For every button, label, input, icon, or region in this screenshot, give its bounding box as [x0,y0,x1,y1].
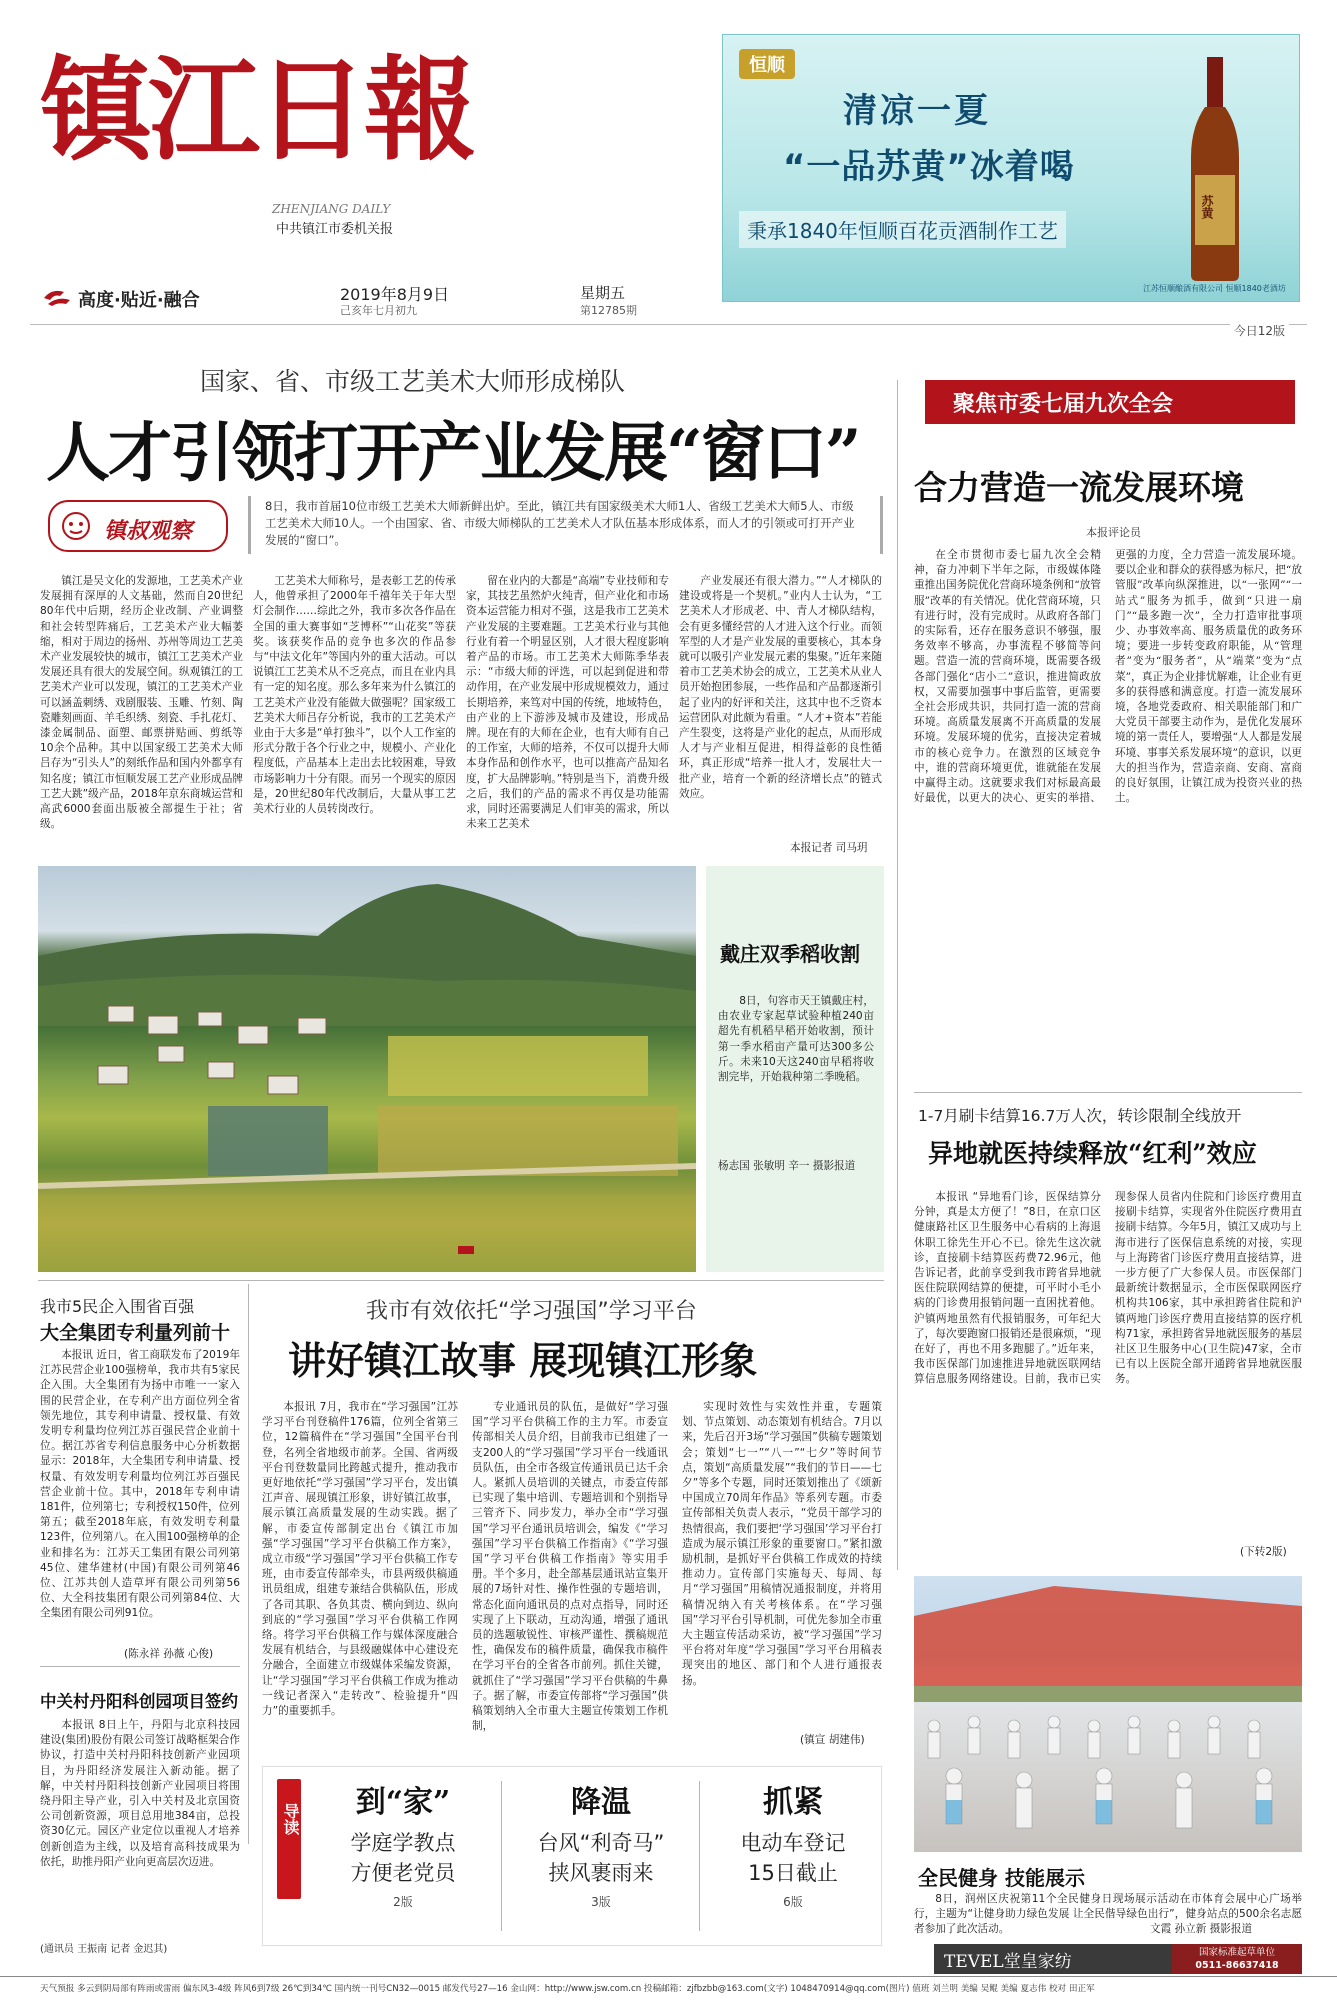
rice-title: 戴庄双季稻收割 [720,942,860,966]
rice-photo [38,866,696,1272]
fitness-title: 全民健身 技能展示 [918,1866,1085,1890]
guide-item-title: 抓紧 [763,1785,823,1820]
ad-bottle [1185,57,1245,283]
masthead-char: 報 [364,45,470,176]
study-kicker: 我市有效依托“学习强国”学习平台 [366,1299,697,1324]
medical-text-body: 本报讯 “异地看门诊，医保结算分分钟，真是太方便了！”8日，在京口区健康路社区卫生服务中心看病的上海退休职工徐先生开心不已。徐先生这次就诊，直接刷卡结算医药费72.96元，他告诉记者，此前享受到我市跨省异地就医住院联网结算的便捷，可平时小毛小病的门诊费用报销问题一直困扰着他。沪镇两地虽然有代报销服务，可年纪大了，每次要跑窗口报销还是很麻烦，“现在好了，再也不用多跑腿了。”近年来，我市医保部门加速推进异地就医联网结算信息服务网络建设。目前，我市已实现参保人员省内住院和门诊医疗费用直接刷卡结算，实现省外住院医疗费用直接刷卡结算。今年5月，镇江又成功与上海市进行了医保信息系统的对接，实现与上海跨省门诊医疗费用直接结算，进一步方便了广大参保人员。市医保部门最新统计数据显示，全市医保联网医疗机构共106家，其中承担跨省住院和沪镇两地门诊医疗费用直接结算的医疗机构71家，承担跨省异地就医服务的基层社区卫生服务中心(卫生院)47家，全市已有以上医院全部开通跨省异地就医服务。 [914,1191,1302,1386]
dacheng-text [40,1348,240,1724]
zgc-headline: 中关村丹阳科创园项目签约 [40,1692,238,1711]
lead-col-4 [679,574,882,836]
zgc-text [40,1718,240,1954]
lead-col-2-text: 工艺美术大师称号，是表彰工艺的传承人，他曾承担了2000年千禧年关于年大型灯会制作……综此之外，我市多次各作品在全国的重大赛事如“芝博杯”“山花奖”等获奖。该获奖作品的竞争也多次的作品参与“中法文化年”等国内外的重大活动。可以说镇江工艺美术从不乏亮点，而且在业内具有一定的知名度。那么多年来为什么镇江的工艺美术产业没有能做大做强呢？国家级工艺美术大师吕存分析说，我市的工艺美术产业由于大多是“单打独斗”，以个人工作室的形式分散于各个行业之中，规模小、产业化程度低，产品基本上走出去比较困难，导致市场影响力十分有限。而另一个现实的原因是，20世纪80年代改制后，大量从事工艺美术行业的人员转岗改行。 [253,575,456,816]
plenary-text-body: 在全市贯彻市委七届九次全会精神，奋力冲刺下半年之际，市级媒体隆重推出国务院优化营商环境条例和“放管服”改革的有关情况。优化营商环境，只有进行时，没有完成时。从政府各部门的实际看，还存在服务意识不够强，服务效率不够高，办事流程不够简等问题。营造一流的营商环境，既需要各级各部门强化“店小二”意识，推进简政放权，又需要加强事中事后监管，更需要全社会形成共识，共同打造一流的营商环境。高质量发展离不开高质量的发展环境。发展环境的优劣，直接决定着城市的核心竞争力。在激烈的区域竞争中，谁的营商环境更优，谁就能在发展中赢得主动。这就要求我们对标最高最好最优，以更大的决心、更实的举措、更强的力度，全力营造一流发展环境。要以企业和群众的获得感为标尺，把“放管服”改革向纵深推进，以“一张网”“一站式”服务为抓手，做到“只进一扇门”“最多跑一次”，全力打造审批事项少、办事效率高、服务质量优的政务环境；要进一步转变政府职能，从“管理者”变为“服务者”，从“端菜”变为“点菜”，真正为企业排忧解难，让企业有更多的获得感和满意度。打造一流发展环境，各地党委政府、相关职能部门和广大党员干部要主动作为，是优化发展环境的第一责任人，要增强“人人都是发展环境、事事关系发展环境”的意识，以更大的担当作为，营造亲商、安商、富商的良好氛围，让镇江成为投资兴业的热土。 [914,549,1302,805]
tai-chi-performers-image [914,1576,1302,1852]
study-col-2 [472,1400,668,1746]
masthead-rule [30,324,1307,325]
study-col-2-text: 专业通讯员的队伍，是做好“学习强国”学习平台供稿工作的主力军。市委宣传部相关人员介绍，目前我市已组建了一支200人的“学习强国”学习平台一线通讯员队伍，由全市各级宣传通讯员已达千余人。紧抓人员培训的关键点，市委宣传部已实现了集中培训、专题培训和个别指导三管齐下、同步发力，举办全市“学习强国”学习平台通讯员培训会，编发《“学习强国”学习平台供稿工作指南》《“学习强国”学习平台供稿工作指南》等实用手册。半个多月，赴全部基层通讯站宣集开展的7场针对性、操作性强的专题培训，常态化面向通讯员的点对点指导，同时还实现了上下联动，互动沟通，增强了通讯员的选题敏锐性、审核严谨性、撰稿规范性，确保发布的稿件质量，确保我市稿件在学习平台的全省各市前列。抓住关键，就抓住了“学习强国”学习平台供稿的牛鼻子。据了解，市委宣传部将“学习强国”供稿策划纳入全市重大主题宣传策划工作机制， [472,1401,668,1733]
study-col-3-text: 实现时效性与实效性并重，专题策划、节点策划、动态策划有机结合。7月以来，先后召开3场“学习强国”供稿专题策划会；策划“七一”“八一”“七夕”等时间节点，策划“高质量发展”“我们的节日——七夕”等多个专题，同时还策划推出了《颂新中国成立70周年作品》等系列专题。市委宣传部相关负责人表示，“党员干部学习的热情很高，我们要把‘学习强国’学习平台打造成为展示镇江形象的重要窗口。”紧扣激励机制，是抓好平台供稿工作成效的持续推动力。宣传部门实施每天、每周、每月“学习强国”用稿情况通报制度，并将用稿情况纳入有关考核体系。在“学习强国”学习平台引导机制，可优先参加全市重大主题宣传活动采访，被“学习强国”学习平台将对年度“学习强国”学习平台用稿表现突出的地区、部门和个人进行通报表扬。 [682,1401,882,1687]
issue-date: 2019年8月9日 [340,285,450,304]
rice-caption: 8日，句容市天王镇戴庄村，由农业专家起草试验种植240亩超先有机稻早稻开始收割，预计第一季水稻亩产量可达300多公斤。未来10天这240亩早稻将收割完毕，开始栽种第二季晚稻。 [718,995,874,1084]
ad-footnote: 江苏恒顺酿酒有限公司 恒顺1840老酒坊 [1143,284,1286,293]
guide-item-page: 2版 [393,1895,413,1909]
slogan: 高度·贴近·融合 [78,290,200,311]
lower-divider [38,1280,884,1281]
medical-text [914,1190,1302,1540]
uncle-avatar-icon [56,510,96,546]
rice-credit: 杨志国 张敏明 辛一 摄影报道 [718,1160,856,1172]
slogan-logo-icon [42,288,72,308]
column-badge-label: 镇叔观察 [104,519,193,544]
lead-col-4-text: 产业发展还有很大潜力。”“人才梯队的建设或将是一个契机。”业内人士认为，“工艺美术人才形成老、中、青人才梯队结构，会有更多懂经营的人才进入这个行业。而领军型的人才是产业发展的重要核心，其本身就可以吸引产业发展元素的集聚。”近年来随着市工艺美术协会的成立，工艺美术从业人员开始抱团参展，一些作品和产品都逐渐引起了业内的好评和关注，这其中也不乏资本运营团队对此颇为看重。“人才+资本”若能产生裂变，这将是产业化的起点，从而形成人才与产业相互促进，相得益彰的良性循环，真正形成“培养一批人才，发展壮大一批产业，培育一个新的经济增长点”的链式效应。 [679,575,882,800]
edition-count: 今日12版 [1230,322,1289,339]
guide-item-3[interactable] [709,1777,877,1937]
fitness-photo [914,1576,1302,1852]
dacheng-headline: 大全集团专利量列前十 [40,1322,231,1344]
fitness-credit: 文霞 孙立新 摄影报道 [1150,1923,1253,1935]
column-badge [48,500,228,552]
ad-strip-line1: 国家标准起草单位 [1198,1947,1275,1958]
zgc-byline: (通讯员 王振南 记者 金迟其) [40,1940,240,1955]
left-column-divider [248,1284,249,1844]
medical-divider [914,1092,1302,1093]
guide-item-page: 6版 [783,1895,803,1909]
home-textile-ad [934,1942,1302,1943]
medical-kicker: 1-7月刷卡结算16.7万人次，转诊限制全线放开 [918,1107,1242,1125]
lead-col-3-text: 留在业内的大都是“高端”专业技师和专家，其技艺虽然炉火纯青，但产业化和市场资本运营能力相对不强，这是我市工艺美术产业发展的主要难题。工艺美术行业与其他行业有着一个明显区别，人才很大程度影响着产品的市场。市工艺美术大师陈季华表示：“市级大师的评选，可以起到促进和带动作用，在产业发展中形成规模效力，通过长期培养，来笃对中国的传统，地域特色，由产业的上下游涉及城市及建设，形成品牌。现在有的大师在企业，也有大师有自己的工作室，大师的培养，不仅可以提升大师本身作品和创作水平，也可以推高产品知名度，扩大品牌影响。”特别是当下，消费升级之后，我们的产品的需求不再仅是功能需求，同时还需要满足人们审美的需求，所以未来工艺美术 [466,575,669,831]
zgc-divider [40,1666,240,1667]
guide-item-2[interactable] [511,1777,691,1937]
guide-item-line1: 台风“利奇马” [537,1831,665,1855]
ad-strip-brand: TEVEL堂皇家纺 [944,1951,1072,1972]
lead-byline: 本报记者 司马玥 [790,842,868,854]
lead-col-1-text: 镇江是吴文化的发源地，工艺美术产业发展拥有深厚的人文基础，然而自20世纪80年代中后期，经历企业改制、产业调整和社会转型阵痛后，工艺美术产业大幅萎缩，相对于周边的扬州、苏州等周边工艺美术产业发展较快的城市，镇江工艺美术产业发展还具有很大的发展空间。纵观镇江的工艺美术产业可以发现，镇江的工艺美术产业可以涵盖刺绣、戏剧服装、玉雕、竹刻、陶瓷雕刻画面、羊毛织绣、刻瓷、手扎花灯、漆金属制品、面塑、邮票拼贴画、剪纸等10余个品种。其中以国家级工艺美术大师吕存为“引头人”的刻纸作品和国内外都享有知名度；镇江市恒顺发展工艺产业形成品牌工艺大跳”级产品，2018年京东商城运营和高武6000套面出版被全部提生于社；省级。 [40,575,243,831]
guide-item-title: 降温 [571,1785,631,1820]
rice-landscape-image [38,866,696,1272]
plenary-banner-text: 聚焦市委七届九次全会 [953,391,1174,417]
zgc-text-body: 本报讯 8日上午，丹阳与北京科技园建设(集团)股份有限公司签订战略框架合作协议，打造中关村丹阳科技创新产业园项目，为丹阳经济发展注入新动能。据了解，中关村丹阳科技创新产业园项目将围绕丹阳主导产业，引入中关村及北京国资公司创新资源，项目总用地384亩，总投资30亿元。园区产业定位以重视人才培养创新创造为主线，以及培育高科技成果为依托，助推丹阳产业向更高层次迈进。 [40,1719,240,1868]
plenary-banner [925,380,1295,424]
study-headline: 讲好镇江故事 展现镇江形象 [288,1338,758,1383]
guide-item-page: 3版 [591,1895,611,1909]
guide-item-line1: 电动车登记 [740,1831,846,1855]
lead-headline: 人才引领打开产业发展“窗口” [46,416,860,491]
ad-line2: “一品苏黄”冰着喝 [783,147,1075,187]
study-byline: (镇宣 胡建伟) [800,1734,865,1746]
ad-line1: 清凉一夏 [843,91,991,131]
medical-continue: (下转2版) [1240,1546,1287,1558]
issue-number: 第12785期 [580,304,637,317]
guide-label-text: 导读 [281,1803,300,1835]
plenary-headline: 合力营造一流发展环境 [914,468,1244,507]
medical-headline: 异地就医持续释放“红利”效应 [928,1139,1257,1168]
study-col-3 [682,1400,882,1730]
guide-separator [501,1781,502,1931]
masthead-english: ZHENJIANG DAILY [272,202,391,216]
rice-caption-box [706,866,884,1272]
wine-bottle-icon [1185,57,1245,283]
masthead-char: 江 [148,45,254,176]
plenary-text [914,548,1302,1076]
lead-col-1 [40,574,243,856]
guide-item-title: 到“家” [355,1785,451,1820]
ad-strip [934,1944,1302,1974]
lead-col-2 [253,574,456,856]
weekday: 星期五 [580,284,626,302]
fitness-caption: 8日，润州区庆祝第11个全民健身日现场展示活动在市体育会展中心广场举行，主题为“让健身助力绿色发展 让全民偕导绿色出行”，健身站点的500余名志愿者参加了此次活动。 [914,1893,1302,1936]
study-col-1 [262,1400,458,1746]
slogan-mark [42,288,72,308]
lead-col-3 [466,574,669,856]
guide-item-line1: 学庭学教点 [350,1831,456,1855]
masthead-title [40,36,490,226]
lead-kicker: 国家、省、市级工艺美术大师形成梯队 [200,367,626,396]
ad-strip-line2: 0511-86637418 [1195,1960,1279,1971]
guide-item-line2: 方便老党员 [350,1861,456,1885]
masthead-char: 镇 [40,45,146,176]
guide-item-line2: 15日截止 [748,1861,838,1885]
right-column-divider [897,380,898,1570]
plenary-byline: 本报评论员 [1086,526,1141,539]
study-col-1-text: 本报讯 7月，我市在“学习强国”江苏学习平台刊登稿件176篇，位列全省第三位，12篇稿件在“学习强国”全国平台刊登，名列全省地级市前茅。全国、省两级平台刊登数量同比跨越式提升，推动我市更好地依托“学习强国”学习平台，发出镇江声音、展现镇江形象，讲好镇江故事，展示镇江高质量发展的生动实践。据了解，市委宣传部制定出台《镇江市加强“学习强国”学习平台供稿工作方案》，成立市级“学习强国”学习平台供稿工作专班，由市委宣传部牵头，市县两级供稿通讯员组成，组建专兼结合供稿队伍，形成了各司其职、各负其责、横向到边、纵向到底的“学习强国”学习平台供稿工作网络。将学习平台供稿工作与媒体深度融合发展有机结合，与县级融媒体中心建设充分融合，全面建立市级媒体采编发资源，让“学习强国”学习平台供稿工作成为推动一线记者深入“走转改”、检验提升“四力”的重要抓手。 [262,1401,458,1718]
dacheng-kicker: 我市5民企入围省百强 [40,1297,195,1316]
guide-item-1[interactable] [313,1777,493,1937]
guide-separator [699,1781,700,1931]
guide-item-line2: 挟风裹雨来 [548,1861,654,1885]
masthead-publisher: 中共镇江市委机关报 [276,222,394,237]
masthead [0,0,1337,338]
footer-rule [0,1976,1337,1977]
ad-line3: 秉承1840年恒顺百花贡酒制作工艺 [739,211,1066,248]
dacheng-byline: (陈永祥 孙薇 心俊) [124,1648,214,1660]
guide-box [262,1766,882,1946]
footer-info: 天气预报 多云到阴局部有阵雨或雷雨 偏东风3-4级 阵风6到7级 26℃到34℃ 国内统一刊号CN32—0015 邮发代号27—16 金山网：http://www.jsw.com.cn 投稿邮箱：zjfbzbb@163.com(文字) 1048470914@qq.com(图片) 值班 刘兰明 美编 吴鲲 美编 夏志伟 校对 田正军 [40,1984,1095,1994]
masthead-char: 日 [256,45,362,176]
lunar-date: 己亥年七月初九 [340,304,417,317]
lead-summary-bracket [248,496,883,554]
top-ad [722,34,1300,302]
bottle-label: 苏黄 [1200,195,1214,219]
ad-brand-badge: 恒顺 [739,49,795,79]
ad-strip-info [1172,1944,1302,1974]
dacheng-text-body: 本报讯 近日，省工商联发布了2019年江苏民营企业100强榜单，我市共有5家民企入围。大全集团有为扬中市唯一一家入围的民营企业，在专利产出方面位列全省领先地位，其专利申请量、授权量、有效发明专利量均位列江苏百强民营企业前十位。据江苏省专利信息服务中心分析数据显示：2018年，大全集团专利申请量、授权量、有效发明专利量均位列江苏百强民营企业前十位。其中，2018年专利申请181件，位列第七；专利授权150件，位列第五；截至2018年底，有效发明专利量123件，位列第八。在入围100强榜单的企业和排名为：江苏天工集团有限公司列第45位、建华建材(中国)有限公司列第46位、江苏共创人造草坪有限公司列第56位、大全科技集团有限公司列第84位、大全集团有限公司列91位。 [40,1349,240,1620]
lead-summary: 8日，我市首届10位市级工艺美术大师新鲜出炉。至此，镇江共有国家级美术大师1人、省级工艺美术大师5人、市级工艺美术大师10人。一个由国家、省、市级大师梯队的工艺美术人才队伍基本形成体系，而人才的引领或可打开产业发展的“窗口”。 [265,499,855,547]
guide-label [277,1779,301,1899]
